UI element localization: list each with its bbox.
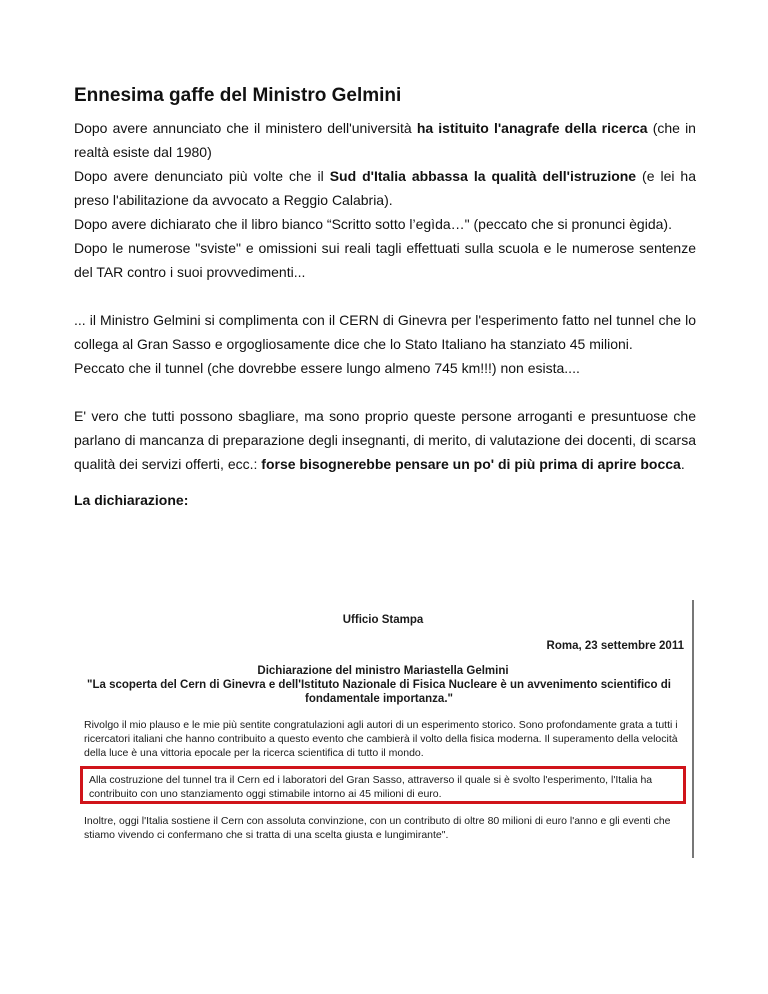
press-paragraph-closing: Inoltre, oggi l'Italia sostiene il Cern con assoluta convinzione, con un contributo di oltre 80 milioni di euro l'anno e gli eventi che stiamo vivendo ci confermano che si tratta di una scelta giusta e lungimirante". — [84, 815, 671, 841]
press-date: Roma, 23 settembre 2011 — [546, 640, 684, 652]
press-release-image — [74, 600, 694, 858]
paragraph-anagrafe-tail: (che in realtà esiste dal 1980) — [74, 120, 696, 160]
paragraph-conclusion — [74, 404, 696, 476]
article — [74, 84, 696, 512]
paragraph-cern: ... il Ministro Gelmini si complimenta con il CERN di Ginevra per l'esperimento fatto nel tunnel che lo collega al Gran Sasso e orgogliosamente dice che lo Stato Italiano ha stanziato 45 milioni. — [74, 312, 696, 352]
press-headline-quote: "La scoperta del Cern di Ginevra e dell'Istituto Nazionale di Fisica Nucleare è un avvenimento scientifico di fondamentale importanza." — [87, 679, 671, 705]
paragraph-anagrafe-text: Dopo avere annunciato che il ministero dell'università — [74, 120, 417, 136]
paragraph-sud-bold: Sud d'Italia abbassa la qualità dell'istruzione — [329, 168, 637, 184]
paragraph-sviste: Dopo le numerose "sviste" e omissioni sui reali tagli effettuati sulla scuola e le numerose sentenze del TAR contro i suoi provvedimenti... — [74, 240, 696, 280]
press-highlighted-paragraph: Alla costruzione del tunnel tra il Cern ed i laboratori del Gran Sasso, attraverso il quale si è svolto l'esperimento, l'Italia ha contribuito con uno stanziamento oggi stimabile intorno ai 45 milioni di euro. — [80, 766, 686, 804]
paragraph-libro-bianco: Dopo avere dichiarato che il libro bianco “Scritto sotto l’egìda…" (peccato che si pronunci ègida). — [74, 216, 672, 232]
paragraph-anagrafe — [74, 116, 696, 164]
press-declaration-title: Dichiarazione del ministro Mariastella Gelmini — [257, 665, 509, 677]
paragraph-sud — [74, 164, 696, 212]
paragraph-sud-text: Dopo avere denunciato più volte che il — [74, 168, 330, 184]
press-paragraph: Rivolgo il mio plauso e le mie più sentite congratulazioni agli autori di un esperimento storico. Sono profondamente grata a tutti i ricercatori italiani che hanno contribuito a questo evento che cambierà il volto della fisica moderna. Il superamento della velocità della luce è una vittoria epocale per la ricerca scientifica di tutto il mondo. — [84, 719, 678, 759]
press-office: Ufficio Stampa — [342, 614, 424, 626]
spacer — [74, 284, 696, 308]
article-title: Ennesima gaffe del Ministro Gelmini — [74, 85, 402, 106]
paragraph-conclusion-tail: . — [680, 456, 685, 472]
section-label: La dichiarazione: — [74, 492, 189, 508]
paragraph-anagrafe-bold: ha istituito l'anagrafe della ricerca — [416, 120, 648, 136]
paragraph-tunnel: Peccato che il tunnel (che dovrebbe essere lungo almeno 745 km!!!) non esista.... — [74, 360, 580, 376]
spacer — [74, 380, 696, 404]
paragraph-conclusion-bold: forse bisognerebbe pensare un po' di più prima di aprire bocca — [261, 456, 681, 472]
paragraph-conclusion-text: E' vero che tutti possono sbagliare, ma sono proprio queste persone arroganti e presuntuose che parlano di mancanza di preparazione degli insegnanti, di merito, di valutazione dei docenti, di scarsa qualità dei servizi offerti, ecc.: — [74, 408, 696, 472]
paragraph-sud-tail: (e lei ha preso l'abilitazione da avvocato a Reggio Calabria). — [74, 168, 696, 208]
